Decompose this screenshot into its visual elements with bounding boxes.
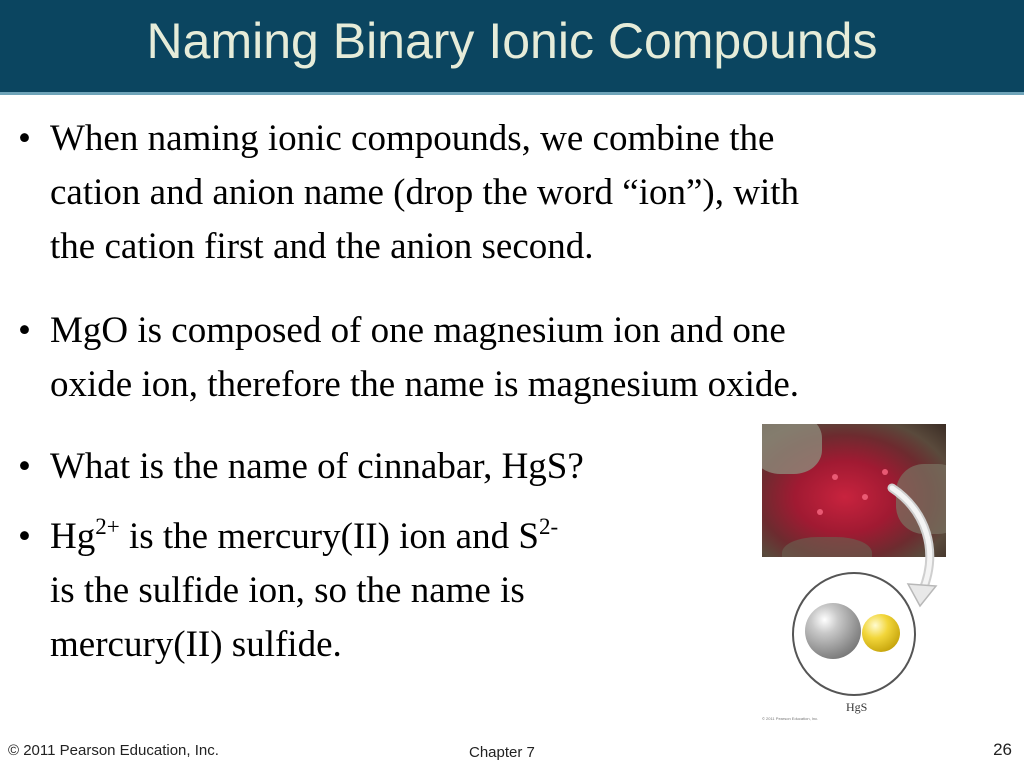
bullet-4-line-2: is the sulfide ion, so the name is <box>50 570 525 611</box>
bullet-3-text <box>50 440 584 494</box>
crystal-highlight <box>832 474 838 480</box>
rock-crust <box>762 424 822 474</box>
rock-crust <box>782 537 872 557</box>
mercury-symbol: Hg <box>50 516 96 557</box>
bullet-1-line-1: When naming ionic compounds, we combine the <box>50 118 775 159</box>
bullet-4-text <box>50 510 558 672</box>
crystal-highlight <box>862 494 868 500</box>
bullet-dot: • <box>18 310 31 351</box>
bullet-4-line-1 <box>50 510 558 564</box>
bullet-dot: • <box>18 446 31 487</box>
bullet-1-line-3: the cation first and the anion second. <box>50 226 594 267</box>
slide-number: 26 <box>993 740 1012 759</box>
slide-title: Naming Binary Ionic Compounds <box>146 13 878 69</box>
bullet-2-line-2: oxide ion, therefore the name is magnesium oxide. <box>50 364 800 405</box>
footer-copyright: © 2011 Pearson Education, Inc. <box>8 742 219 759</box>
title-divider <box>0 92 1024 95</box>
footer-chapter: Chapter 7 <box>469 744 535 761</box>
mercury-charge: 2+ <box>95 514 120 539</box>
mercury-atom-sphere <box>805 603 861 659</box>
bullet-3-line-1: What is the name of cinnabar, HgS? <box>50 446 584 487</box>
hgs-figure-label: HgS <box>846 700 868 714</box>
bullet-2-line-1: MgO is composed of one magnesium ion and one <box>50 310 786 351</box>
crystal-highlight <box>817 509 823 515</box>
bullet-dot: • <box>18 118 31 159</box>
title-bar <box>0 0 1024 92</box>
bullet-1-text <box>50 112 799 274</box>
bullet-2-text <box>50 304 799 412</box>
bullet-1-line-2: cation and anion name (drop the word “ion”), with <box>50 172 800 213</box>
bullet-dot: • <box>18 516 31 557</box>
sulfide-charge: 2- <box>538 514 559 539</box>
sulfur-atom-sphere <box>862 614 900 652</box>
bullet-4-line-1-middle: is the mercury(II) ion and S <box>119 516 539 557</box>
crystal-highlight <box>882 469 888 475</box>
bullet-4-line-3: mercury(II) sulfide. <box>50 624 342 665</box>
figure-copyright: © 2011 Pearson Education, Inc. <box>762 716 819 721</box>
